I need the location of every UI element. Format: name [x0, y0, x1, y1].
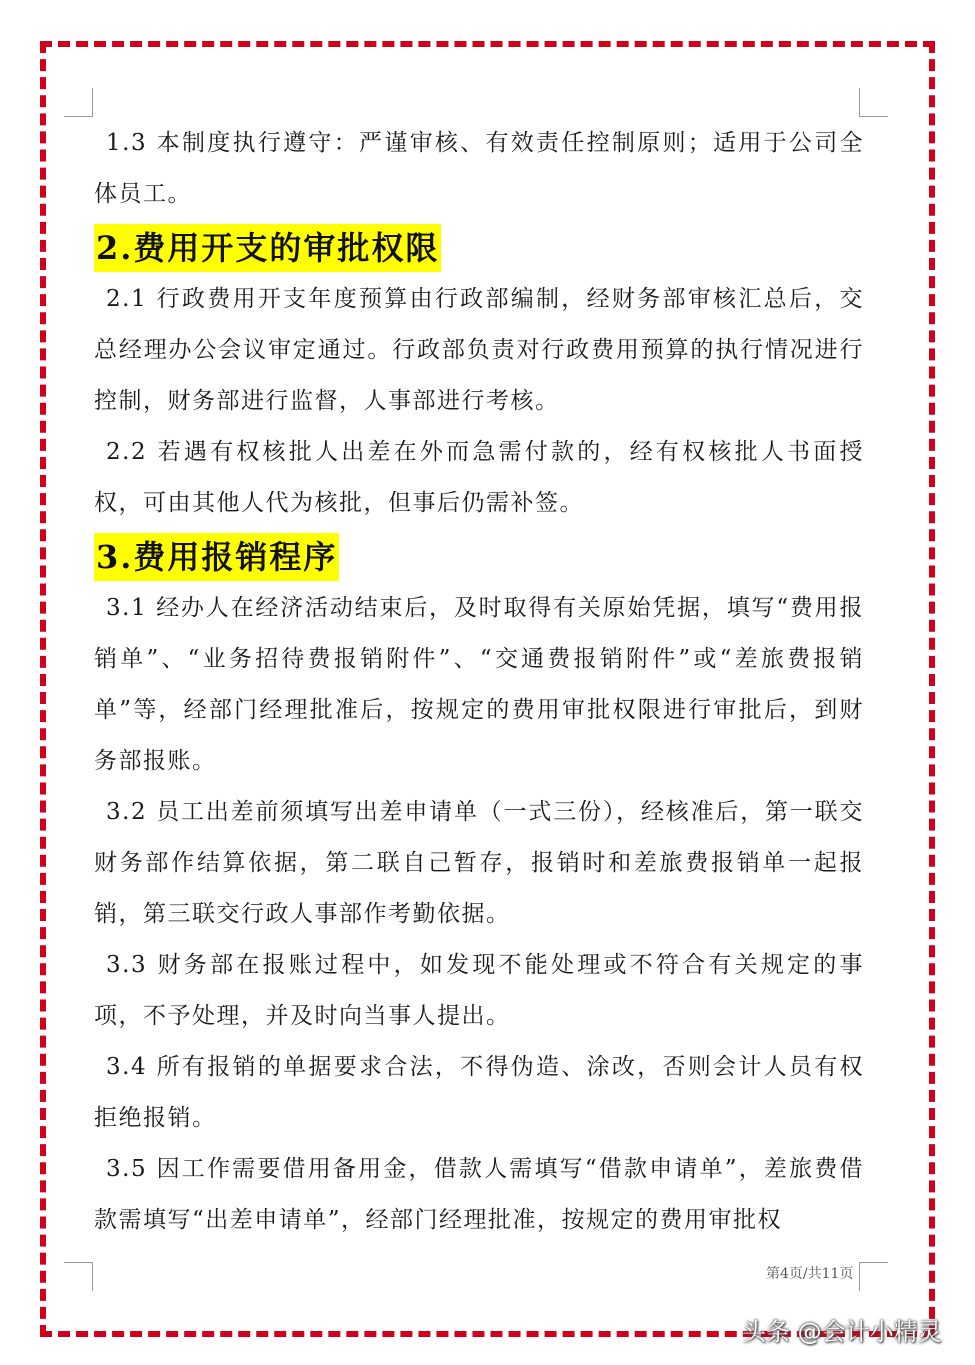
page-number: 第4页/共11页: [766, 1266, 854, 1282]
paragraph-3-2: 3.2 员工出差前须填写出差申请单（一式三份），经核准后，第一联交财务部作结算依据，第二联自己暂存，报销时和差旅费报销单一起报销，第三联交行政人事部作考勤依据。: [94, 799, 864, 927]
paragraph-2-1: 2.1 行政费用开支年度预算由行政部编制，经财务部审核汇总后，交总经理办公会议审定通过。行政部负责对行政费用预算的执行情况进行控制，财务部进行监督，人事部进行考核。: [94, 286, 864, 414]
crop-mark-bottom-left: [64, 1262, 93, 1291]
paragraph-3-1: 3.1 经办人在经济活动结束后，及时取得有关原始凭据，填写“费用报销单”、“业务招待费报销附件”、“交通费报销附件”或“差旅费报销单”等，经部门经理批准后，按规定的费用审批权限进行审批后，到财务部报账。: [94, 595, 864, 774]
section-heading-2: 2.费用开支的审批权限: [94, 224, 441, 272]
crop-mark-top-right: [859, 88, 888, 117]
watermark-text: 头条 @会计小精灵: [742, 1318, 942, 1346]
paragraph-2-2: 2.2 若遇有权核批人出差在外而急需付款的，经有权核批人书面授权，可由其他人代为核批，但事后仍需补签。: [94, 439, 864, 516]
crop-mark-bottom-right: [859, 1262, 888, 1291]
paragraph-3-3: 3.3 财务部在报账过程中，如发现不能处理或不符合有关规定的事项，不予处理，并及时向当事人提出。: [94, 952, 864, 1029]
paragraph-1-3: 1.3 本制度执行遵守：严谨审核、有效责任控制原则；适用于公司全体员工。: [94, 130, 864, 207]
paragraph-3-4: 3.4 所有报销的单据要求合法，不得伪造、涂改，否则会计人员有权拒绝报销。: [94, 1054, 864, 1131]
document-body: [94, 118, 864, 1246]
section-heading-3: 3.费用报销程序: [94, 533, 339, 581]
crop-mark-top-left: [64, 88, 93, 117]
paragraph-3-5: 3.5 因工作需要借用备用金，借款人需填写“借款申请单”，差旅费借款需填写“出差申请单”，经部门经理批准，按规定的费用审批权: [94, 1156, 864, 1233]
